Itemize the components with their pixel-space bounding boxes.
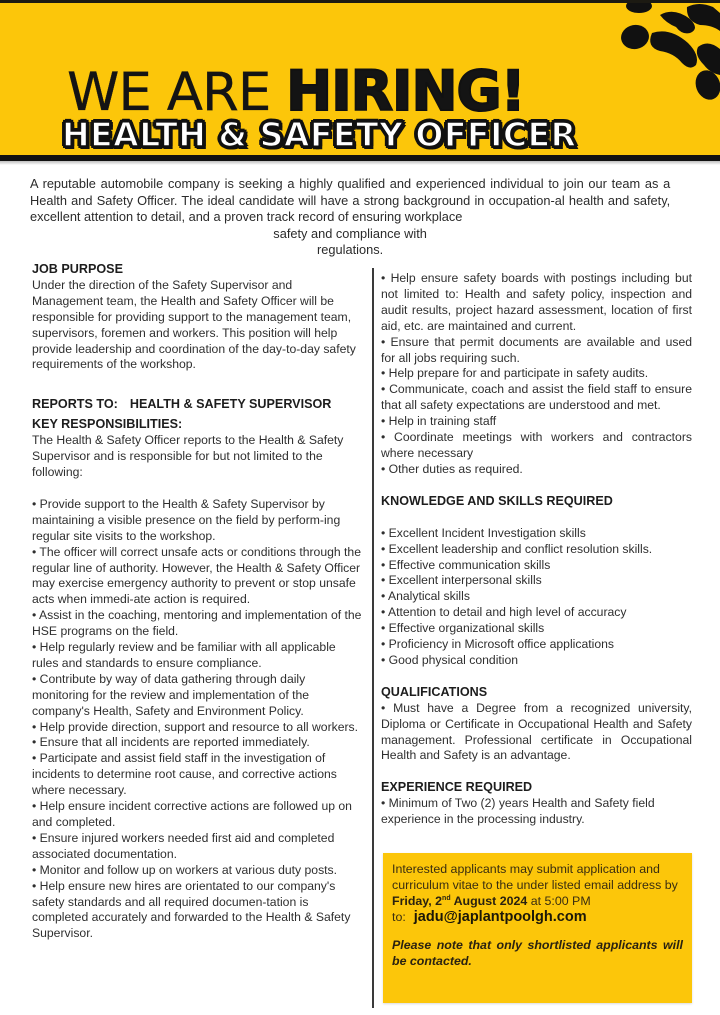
intro-line-4: safety and compliance with [273, 225, 427, 241]
list-item: • The officer will correct unsafe acts or conditions through the regular line of authority. However, the Health & Safety Officer may exercise emergency authority to prevent or stop unsafe acts when immedi-ate action is required. [32, 544, 361, 607]
application-box [383, 853, 692, 1003]
list-item: • Contribute by way of data gathering through daily monitoring for the review and implementation of the company's Health, Safety and Environment Policy. [32, 671, 310, 718]
list-item: • Proficiency in Microsoft office applications [381, 637, 614, 652]
list-item: • Effective communication skills [381, 557, 551, 572]
intro-line-5: regulations. [317, 242, 384, 258]
list-item: • Ensure that all incidents are reported immediately. [32, 735, 310, 750]
list-item: • Participate and assist field staff in the investigation of incidents to determine root cause, and corrective actions where necessary. [32, 751, 337, 798]
right-column [381, 271, 692, 828]
shortlist-note: Please note that only shortlisted applicants will be contacted. [392, 938, 683, 969]
experience-text: • Minimum of Two (2) years Health and Safety field experience in the processing industry. [381, 796, 655, 827]
application-text: Interested applicants may submit application and curriculum vitae to the under listed email address by [392, 862, 678, 893]
deadline-month-year: August 2024 [450, 894, 528, 909]
list-item: • Effective organizational skills [381, 621, 545, 636]
experience-heading: EXPERIENCE REQUIRED [381, 780, 533, 795]
paw-prints-icon [560, 3, 720, 113]
email-row [392, 909, 683, 925]
list-item: • Help ensure incident corrective actions are followed up on and completed. [32, 799, 352, 829]
list-item: • Ensure injured workers needed first aid and completed associated documentation. [32, 830, 335, 861]
responsibilities-list-left [32, 497, 362, 942]
deadline-ordinal: nd [442, 895, 451, 903]
job-purpose-text: Under the direction of the Safety Supervisor and Management team, the Health and Safety Officer will be responsible for providing support to the management team, supervisors, foremen and workers. This position will help provide leadership and coordination of the day-to-day safety requirements of the workshop. [32, 277, 356, 372]
left-column [32, 262, 362, 942]
deadline-day: Friday, 2 [392, 894, 443, 909]
contact-email[interactable]: jadu@japlantpoolgh.com [413, 909, 587, 926]
key-responsibilities-intro: The Health & Safety Officer reports to the Health & Safety Supervisor and is responsible for but not limited to the following: [32, 433, 344, 479]
column-divider [372, 268, 374, 1008]
list-item: • Good physical condition [381, 652, 519, 667]
list-item: • Help in training staff [381, 414, 497, 429]
list-item: • Help ensure new hires are orientated to our company's safety standards and all required documen-tation is completed accurately and forwarded to the Health & Safety Supervisor. [32, 878, 351, 941]
skills-list [381, 526, 692, 669]
hiring-text: HIRING! [286, 59, 525, 123]
list-item: • Excellent interpersonal skills [381, 573, 542, 588]
list-item: • Monitor and follow up on workers at various duty posts. [32, 862, 338, 877]
list-item: • Help ensure safety boards with postings including but not limited to: Health and safety policy, inspection and audit results, project hazard assessment, location of first aid, etc. are maintained and current. [381, 271, 692, 333]
hiring-banner [0, 0, 720, 157]
intro-paragraph [30, 176, 670, 259]
key-responsibilities-heading: KEY RESPONSIBILITIES: [32, 417, 183, 432]
list-item: • Ensure that permit documents are available and used for all jobs requiring such. [381, 334, 692, 365]
banner-shadow [0, 161, 720, 165]
list-item: • Analytical skills [381, 589, 470, 604]
reports-to-value: HEALTH & SAFETY SUPERVISOR [129, 397, 332, 412]
list-item: • Coordinate meetings with workers and contractors where necessary [381, 430, 692, 460]
banner-headline [67, 59, 525, 123]
reports-to-label: REPORTS TO: [32, 397, 118, 412]
job-title: HEALTH & SAFETY OFFICER [62, 115, 577, 154]
qualifications-text: • Must have a Degree from a recognized university, Diploma or Certificate in Occupational Health and Safety management. Professional certificate in Occupational Health and Safety is an advantage. [381, 700, 692, 763]
reports-to [32, 397, 362, 413]
list-item: • Help provide direction, support and resource to all workers. [32, 719, 359, 734]
list-item: • Other duties as required. [381, 461, 523, 476]
list-item: • Communicate, coach and assist the field staff to ensure that all safety expectations are understood and met. [381, 382, 692, 413]
list-item: • Help regularly review and be familiar with all applicable rules and standards to ensure compliance. [32, 640, 336, 670]
to-label: to: [392, 910, 406, 925]
responsibilities-list-right [381, 271, 692, 478]
application-instructions [392, 861, 683, 909]
list-item: • Excellent leadership and conflict resolution skills. [381, 541, 653, 556]
knowledge-skills-heading: KNOWLEDGE AND SKILLS REQUIRED [381, 493, 613, 508]
deadline-date [392, 894, 527, 908]
we-are-text: WE ARE [67, 62, 271, 123]
list-item: • Excellent Incident Investigation skills [381, 525, 586, 540]
list-item: • Assist in the coaching, mentoring and implementation of the HSE programs on the field. [32, 608, 362, 639]
intro-main-text: A reputable automobile company is seeking a highly qualified and experienced individual to join our team as a Health and Safety Officer. The ideal candidate will have a strong background in occupation-al health and safety, excellent attention to detail, and a proven track record of ensuring workplace [30, 176, 671, 225]
list-item: • Provide support to the Health & Safety Supervisor by maintaining a visible presence on the field by perform-ing regular site visits to the workshop. [32, 496, 341, 543]
list-item: • Attention to detail and high level of accuracy [381, 605, 627, 620]
qualifications-heading: QUALIFICATIONS [381, 684, 488, 699]
deadline-time: at 5:00 PM [527, 894, 591, 909]
job-purpose-heading: JOB PURPOSE [32, 262, 123, 276]
list-item: • Help prepare for and participate in safety audits. [381, 366, 649, 381]
